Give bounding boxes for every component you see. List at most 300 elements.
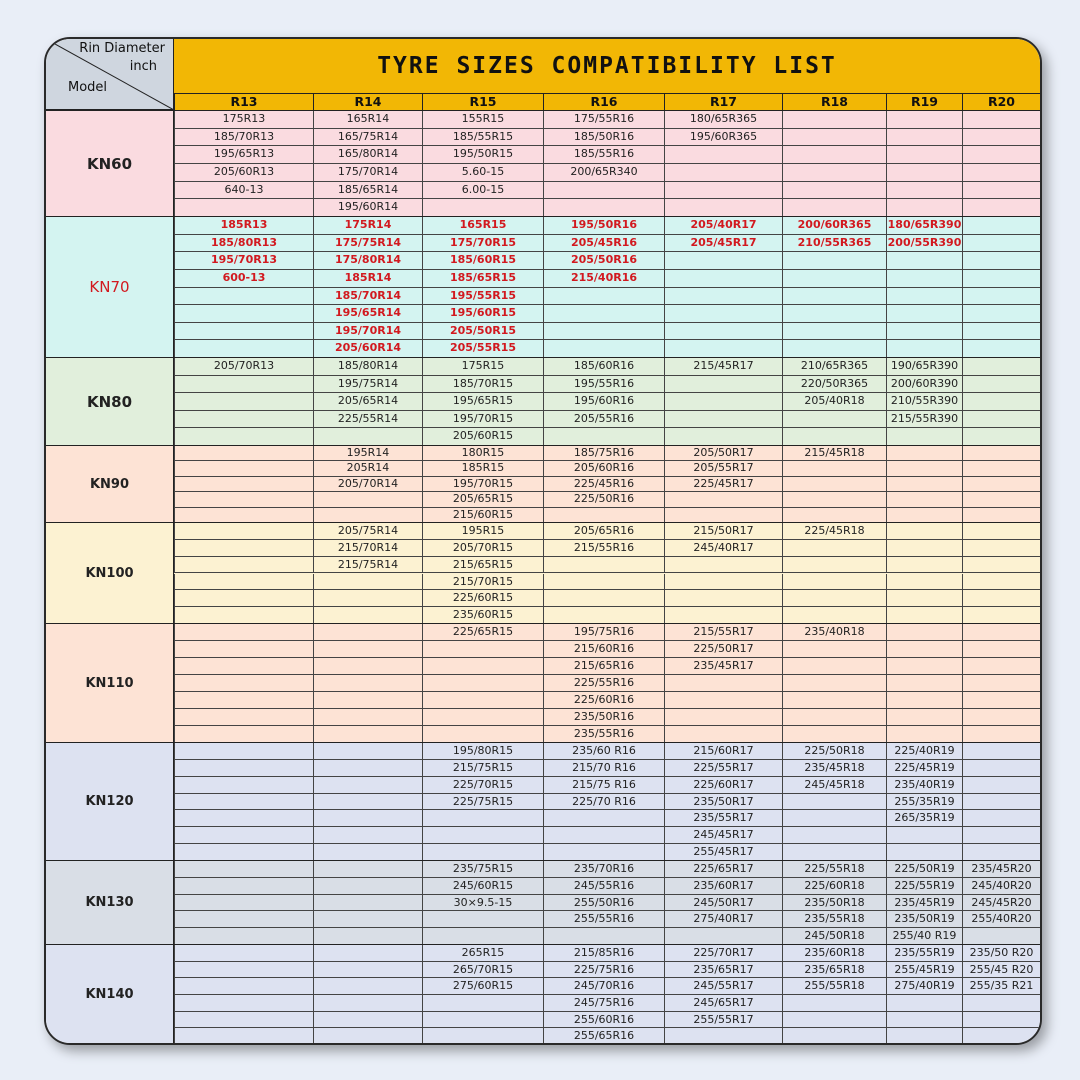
size-cell xyxy=(422,692,543,708)
model-group-kn70 xyxy=(46,216,1040,357)
size-cell: 640-13 xyxy=(174,182,313,199)
model-label: KN60 xyxy=(46,111,174,216)
model-label: KN130 xyxy=(46,861,174,944)
size-cell: 225/70R15 xyxy=(422,777,543,793)
size-cell xyxy=(543,199,664,216)
size-cell xyxy=(962,111,1040,128)
compatibility-card xyxy=(44,37,1042,1045)
size-cell xyxy=(962,709,1040,725)
size-cell xyxy=(664,508,782,522)
size-cell xyxy=(174,995,313,1011)
size-cell xyxy=(543,557,664,573)
size-cell: 235/60R17 xyxy=(664,878,782,894)
size-cell: 215/75R15 xyxy=(422,760,543,776)
size-cell xyxy=(782,461,886,475)
size-cell xyxy=(962,1012,1040,1028)
size-cell: 195/65R13 xyxy=(174,146,313,163)
size-cell xyxy=(962,270,1040,287)
size-cell: 175/80R14 xyxy=(313,252,422,269)
size-cell xyxy=(174,675,313,691)
size-cell xyxy=(886,540,962,556)
size-cell xyxy=(313,777,422,793)
size-cell: 175R15 xyxy=(422,358,543,375)
size-cell xyxy=(962,624,1040,640)
size-cell xyxy=(782,323,886,340)
size-cell xyxy=(664,323,782,340)
corner-header-cell xyxy=(46,39,174,110)
size-cell: 165R14 xyxy=(313,111,422,128)
size-cell: 195/65R15 xyxy=(422,393,543,410)
table-row xyxy=(174,978,1040,995)
size-cell: 195/50R16 xyxy=(543,217,664,234)
size-cell: 180/65R365 xyxy=(664,111,782,128)
model-label: KN100 xyxy=(46,523,174,623)
size-cell: 5.60-15 xyxy=(422,164,543,181)
size-cell xyxy=(886,557,962,573)
size-cell xyxy=(664,393,782,410)
size-cell: 205/70R13 xyxy=(174,358,313,375)
size-cell xyxy=(782,675,886,691)
size-cell: 215/45R18 xyxy=(782,446,886,460)
size-cell xyxy=(422,827,543,843)
table-row xyxy=(174,492,1040,507)
size-cell: 255/60R16 xyxy=(543,1012,664,1028)
column-header-r14: R14 xyxy=(313,93,422,110)
size-cell xyxy=(886,323,962,340)
size-cell xyxy=(886,1012,962,1028)
size-cell xyxy=(886,182,962,199)
size-cell xyxy=(313,590,422,606)
size-cell: 235/50R17 xyxy=(664,794,782,810)
inch-label: inch xyxy=(129,59,157,74)
size-cell: 600-13 xyxy=(174,270,313,287)
size-cell xyxy=(313,658,422,674)
table-row xyxy=(174,199,1040,217)
size-cell xyxy=(962,164,1040,181)
size-cell: 205/70R14 xyxy=(313,477,422,491)
size-cell xyxy=(174,574,313,590)
size-cell xyxy=(174,861,313,877)
size-cell xyxy=(782,492,886,506)
table-row xyxy=(174,658,1040,675)
size-cell: 175/55R16 xyxy=(543,111,664,128)
size-cell: 245/65R17 xyxy=(664,995,782,1011)
size-cell xyxy=(886,252,962,269)
size-cell xyxy=(664,675,782,691)
table-row xyxy=(174,743,1040,760)
size-cell: 225/75R15 xyxy=(422,794,543,810)
size-cell xyxy=(962,358,1040,375)
size-cell xyxy=(782,692,886,708)
size-cell: 165R15 xyxy=(422,217,543,234)
table-row xyxy=(174,540,1040,557)
size-cell: 205/75R14 xyxy=(313,523,422,539)
size-cell xyxy=(886,675,962,691)
size-cell xyxy=(543,305,664,322)
size-cell xyxy=(782,844,886,860)
size-cell: 195/70R15 xyxy=(422,411,543,428)
size-cell xyxy=(422,928,543,944)
size-cell xyxy=(782,252,886,269)
size-cell: 205/65R15 xyxy=(422,492,543,506)
size-cell: 255/40 R19 xyxy=(886,928,962,944)
size-cell xyxy=(174,692,313,708)
size-cell xyxy=(174,305,313,322)
size-cell: 215/70R14 xyxy=(313,540,422,556)
model-group-kn140 xyxy=(46,944,1040,1044)
size-cell xyxy=(886,827,962,843)
size-cell xyxy=(962,692,1040,708)
size-cell xyxy=(782,164,886,181)
size-cell xyxy=(422,1028,543,1044)
model-group-kn80 xyxy=(46,357,1040,445)
size-cell: 255/45R19 xyxy=(886,962,962,978)
size-cell: 235/45R18 xyxy=(782,760,886,776)
size-cell xyxy=(962,1028,1040,1044)
size-cell xyxy=(174,895,313,911)
size-cell: 215/60R15 xyxy=(422,508,543,522)
table-row xyxy=(174,340,1040,358)
size-cell: 215/85R16 xyxy=(543,945,664,961)
size-cell xyxy=(962,726,1040,742)
size-cell xyxy=(886,288,962,305)
size-cell xyxy=(664,340,782,357)
size-cell xyxy=(886,270,962,287)
size-cell xyxy=(664,692,782,708)
size-cell: 225/45R18 xyxy=(782,523,886,539)
size-cell xyxy=(422,810,543,826)
size-cell xyxy=(313,624,422,640)
size-cell xyxy=(886,607,962,623)
size-cell xyxy=(886,461,962,475)
size-cell: 225/55R18 xyxy=(782,861,886,877)
size-cell xyxy=(422,726,543,742)
table-row xyxy=(174,607,1040,624)
size-cell xyxy=(886,658,962,674)
size-cell xyxy=(886,726,962,742)
table-row xyxy=(174,235,1040,253)
size-cell xyxy=(422,709,543,725)
size-cell: 185R14 xyxy=(313,270,422,287)
size-cell: 245/45R20 xyxy=(962,895,1040,911)
size-cell: 255/65R16 xyxy=(543,1028,664,1044)
size-cell xyxy=(422,911,543,927)
size-cell: 225/70 R16 xyxy=(543,794,664,810)
size-cell xyxy=(543,508,664,522)
size-cell xyxy=(886,199,962,216)
size-cell xyxy=(782,199,886,216)
size-cell xyxy=(664,590,782,606)
size-cell xyxy=(313,861,422,877)
size-cell: 210/55R365 xyxy=(782,235,886,252)
size-cell: 215/75 R16 xyxy=(543,777,664,793)
size-cell xyxy=(313,760,422,776)
size-cell xyxy=(174,743,313,759)
size-cell: 165/80R14 xyxy=(313,146,422,163)
size-cell: 155R15 xyxy=(422,111,543,128)
size-cell: 215/45R17 xyxy=(664,358,782,375)
size-cell xyxy=(962,288,1040,305)
size-cell xyxy=(886,844,962,860)
size-cell xyxy=(174,590,313,606)
table-row xyxy=(174,446,1040,461)
size-cell: 195/60R16 xyxy=(543,393,664,410)
size-cell: 185/70R13 xyxy=(174,129,313,146)
size-cell: 175/70R14 xyxy=(313,164,422,181)
size-cell xyxy=(422,675,543,691)
size-cell: 215/70 R16 xyxy=(543,760,664,776)
size-cell: 225/60R18 xyxy=(782,878,886,894)
table-row xyxy=(174,270,1040,288)
size-cell xyxy=(174,376,313,393)
size-cell xyxy=(174,624,313,640)
size-cell: 275/40R17 xyxy=(664,911,782,927)
size-cell: 185R15 xyxy=(422,461,543,475)
size-cell: 215/40R16 xyxy=(543,270,664,287)
size-cell xyxy=(782,1028,886,1044)
size-cell: 225/50R17 xyxy=(664,641,782,657)
table-row xyxy=(174,726,1040,743)
size-cell xyxy=(782,340,886,357)
size-cell: 225/60R17 xyxy=(664,777,782,793)
size-cell xyxy=(313,641,422,657)
size-cell xyxy=(174,709,313,725)
table-row xyxy=(174,794,1040,811)
size-cell xyxy=(886,428,962,445)
size-cell xyxy=(886,995,962,1011)
size-cell xyxy=(313,743,422,759)
table-row xyxy=(174,508,1040,523)
size-cell xyxy=(782,477,886,491)
size-cell xyxy=(664,928,782,944)
size-cell xyxy=(174,1028,313,1044)
size-cell xyxy=(664,1028,782,1044)
table-row xyxy=(174,557,1040,574)
size-cell: 185/75R16 xyxy=(543,446,664,460)
size-cell xyxy=(782,641,886,657)
size-cell: 215/55R16 xyxy=(543,540,664,556)
size-cell: 215/55R390 xyxy=(886,411,962,428)
size-cell xyxy=(962,477,1040,491)
size-cell xyxy=(664,199,782,216)
size-cell xyxy=(313,428,422,445)
size-cell xyxy=(962,928,1040,944)
table-row xyxy=(174,523,1040,540)
size-cell xyxy=(962,590,1040,606)
model-label: KN140 xyxy=(46,945,174,1044)
size-cell: 185/55R16 xyxy=(543,146,664,163)
size-cell: 175R13 xyxy=(174,111,313,128)
size-cell: 225/65R15 xyxy=(422,624,543,640)
size-cell xyxy=(174,1012,313,1028)
table-row xyxy=(174,928,1040,945)
size-cell xyxy=(174,641,313,657)
size-cell xyxy=(543,323,664,340)
size-cell xyxy=(782,658,886,674)
size-cell: 205/60R13 xyxy=(174,164,313,181)
size-cell xyxy=(962,995,1040,1011)
size-cell xyxy=(174,607,313,623)
table-row xyxy=(174,411,1040,429)
size-cell xyxy=(962,607,1040,623)
table-row xyxy=(174,844,1040,861)
size-cell xyxy=(886,146,962,163)
size-cell xyxy=(782,508,886,522)
size-cell xyxy=(886,446,962,460)
size-cell: 245/70R16 xyxy=(543,978,664,994)
size-cell: 185/60R16 xyxy=(543,358,664,375)
model-label: KN80 xyxy=(46,358,174,445)
size-cell: 205/60R16 xyxy=(543,461,664,475)
size-cell xyxy=(422,844,543,860)
size-cell: 195/55R15 xyxy=(422,288,543,305)
size-cell: 205/65R14 xyxy=(313,393,422,410)
size-cell xyxy=(174,945,313,961)
size-cell: 225/45R19 xyxy=(886,760,962,776)
size-cell: 215/55R17 xyxy=(664,624,782,640)
size-cell xyxy=(174,461,313,475)
size-cell xyxy=(886,508,962,522)
size-cell: 195/75R16 xyxy=(543,624,664,640)
size-cell: 225/45R16 xyxy=(543,477,664,491)
column-header-r15: R15 xyxy=(422,93,543,110)
size-cell: 245/40R17 xyxy=(664,540,782,556)
table-row xyxy=(174,1012,1040,1029)
size-cell xyxy=(886,574,962,590)
size-cell xyxy=(886,624,962,640)
size-cell xyxy=(782,182,886,199)
size-cell xyxy=(174,810,313,826)
size-cell xyxy=(174,911,313,927)
column-header-r16: R16 xyxy=(543,93,664,110)
table-row xyxy=(174,111,1040,129)
size-cell xyxy=(962,794,1040,810)
size-cell: 195/70R14 xyxy=(313,323,422,340)
size-cell xyxy=(313,878,422,894)
model-group-kn120 xyxy=(46,742,1040,860)
size-cell: 195/50R15 xyxy=(422,146,543,163)
size-cell xyxy=(543,607,664,623)
size-cell xyxy=(962,641,1040,657)
size-cell xyxy=(174,492,313,506)
size-cell xyxy=(174,446,313,460)
size-cell: 255/45 R20 xyxy=(962,962,1040,978)
table-row xyxy=(174,393,1040,411)
size-cell xyxy=(174,658,313,674)
size-cell: 225/60R15 xyxy=(422,590,543,606)
size-cell xyxy=(886,164,962,181)
size-cell xyxy=(962,446,1040,460)
size-cell: 185/65R14 xyxy=(313,182,422,199)
size-cell xyxy=(422,995,543,1011)
model-label: KN110 xyxy=(46,624,174,742)
size-cell: 215/65R16 xyxy=(543,658,664,674)
table-row xyxy=(174,895,1040,912)
size-cell xyxy=(174,557,313,573)
size-cell xyxy=(313,709,422,725)
size-cell xyxy=(313,844,422,860)
size-cell: 275/40R19 xyxy=(886,978,962,994)
size-cell xyxy=(782,540,886,556)
size-cell xyxy=(664,557,782,573)
size-cell xyxy=(664,574,782,590)
size-cell xyxy=(174,726,313,742)
size-cell xyxy=(174,288,313,305)
size-cell: 265/70R15 xyxy=(422,962,543,978)
size-cell xyxy=(782,995,886,1011)
size-cell: 255/45R17 xyxy=(664,844,782,860)
size-cell: 235/60R18 xyxy=(782,945,886,961)
size-cell xyxy=(886,641,962,657)
size-cell xyxy=(962,129,1040,146)
size-cell: 235/55R17 xyxy=(664,810,782,826)
size-cell: 200/65R340 xyxy=(543,164,664,181)
column-header-r13: R13 xyxy=(174,93,313,110)
model-label: Model xyxy=(68,80,108,95)
size-cell: 195/65R14 xyxy=(313,305,422,322)
size-cell xyxy=(782,270,886,287)
size-cell xyxy=(422,658,543,674)
size-cell xyxy=(313,945,422,961)
size-cell xyxy=(962,461,1040,475)
size-cell: 225/50R19 xyxy=(886,861,962,877)
size-cell: 255/35R19 xyxy=(886,794,962,810)
size-cell xyxy=(886,305,962,322)
size-cell xyxy=(886,1028,962,1044)
size-cell xyxy=(543,844,664,860)
size-cell xyxy=(174,928,313,944)
size-cell: 200/60R390 xyxy=(886,376,962,393)
size-cell: 190/65R390 xyxy=(886,358,962,375)
size-cell: 175R14 xyxy=(313,217,422,234)
model-label: KN120 xyxy=(46,743,174,860)
size-cell xyxy=(962,760,1040,776)
size-cell xyxy=(886,340,962,357)
column-header-r17: R17 xyxy=(664,93,782,110)
size-cell xyxy=(313,508,422,522)
size-cell xyxy=(664,270,782,287)
size-cell xyxy=(664,376,782,393)
size-cell xyxy=(174,794,313,810)
table-row xyxy=(174,461,1040,476)
size-cell: 255/35 R21 xyxy=(962,978,1040,994)
size-cell: 235/65R17 xyxy=(664,962,782,978)
size-cell xyxy=(174,477,313,491)
table-row xyxy=(174,164,1040,182)
column-header-r20: R20 xyxy=(962,93,1040,110)
size-cell: 235/45R19 xyxy=(886,895,962,911)
size-cell xyxy=(962,428,1040,445)
size-cell xyxy=(962,557,1040,573)
size-cell xyxy=(313,1028,422,1044)
size-cell xyxy=(664,428,782,445)
size-cell: 245/50R18 xyxy=(782,928,886,944)
size-cell: 255/50R16 xyxy=(543,895,664,911)
size-cell: 225/60R16 xyxy=(543,692,664,708)
size-cell: 235/50R19 xyxy=(886,911,962,927)
size-cell: 225/45R17 xyxy=(664,477,782,491)
size-cell: 265/35R19 xyxy=(886,810,962,826)
size-cell: 225/70R17 xyxy=(664,945,782,961)
rim-diameter-label: Rin Diameter xyxy=(79,41,165,56)
column-header-r18: R18 xyxy=(782,93,886,110)
size-cell xyxy=(782,288,886,305)
size-cell xyxy=(962,182,1040,199)
size-cell: 225/55R19 xyxy=(886,878,962,894)
size-cell xyxy=(782,607,886,623)
size-cell xyxy=(962,146,1040,163)
size-cell: 220/50R365 xyxy=(782,376,886,393)
